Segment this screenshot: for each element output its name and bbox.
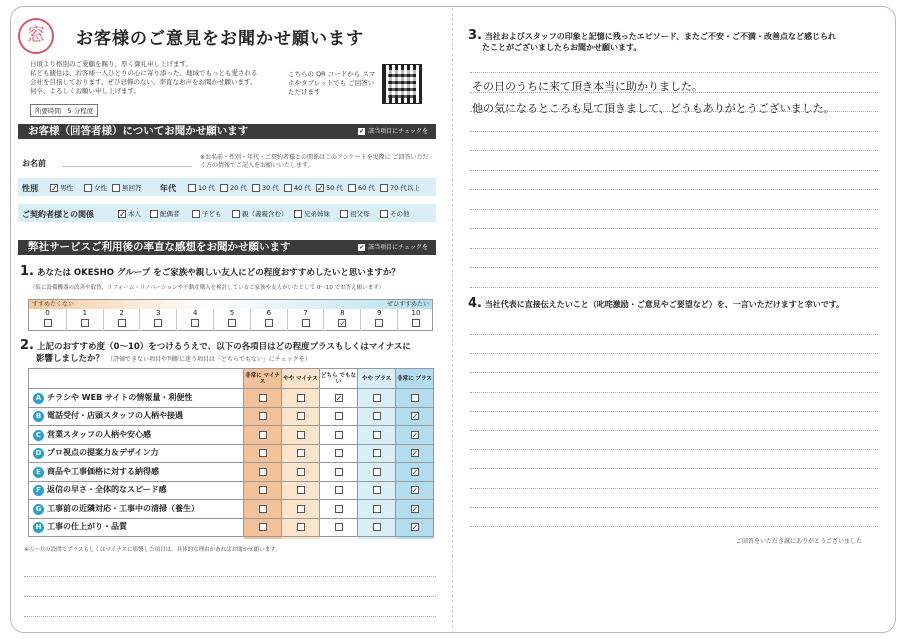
option-label: 女性 xyxy=(94,184,107,192)
age-label: 年代 xyxy=(160,184,176,193)
blank-header xyxy=(29,369,244,389)
section-title: お客様（回答者様）についてお聞かせ願います xyxy=(28,125,249,137)
customer-section-header xyxy=(18,124,436,139)
footnote: ※Ⓐ〜Ⓗの設問でプラスもしくはマイナスに影響した項目は、具体的な理由があればお聞かせ願います。 xyxy=(24,547,281,553)
answer-line[interactable] xyxy=(470,334,878,335)
rating-item xyxy=(29,500,244,519)
item-label: 電話受付・店頭スタッフの人柄や接遇 xyxy=(47,411,183,421)
option-label: その他 xyxy=(390,210,410,218)
scale-number: 5 xyxy=(229,309,235,317)
checkbox[interactable]: ✓ xyxy=(411,449,419,459)
answer-line[interactable] xyxy=(470,72,878,73)
answer-line[interactable] xyxy=(470,209,878,210)
checkbox[interactable] xyxy=(259,431,267,439)
checkbox[interactable] xyxy=(373,468,381,476)
rating-cell[interactable] xyxy=(320,426,358,445)
name-label: お名前 xyxy=(22,159,46,168)
service-section-header xyxy=(18,240,436,255)
question-text: 上記のおすすめ度（0〜10）をつけるうえで、以下の各項目はどの程度プラスもしくはマイナスに xyxy=(36,342,411,352)
checkbox[interactable]: ✓ xyxy=(51,183,58,193)
checkbox[interactable] xyxy=(44,319,52,327)
scale-number: 1 xyxy=(82,309,88,317)
checkbox[interactable]: ✓ xyxy=(339,319,347,328)
answer-line[interactable] xyxy=(24,596,436,597)
rating-cell[interactable] xyxy=(320,389,358,408)
age-option[interactable] xyxy=(316,183,343,192)
question-number: 3. xyxy=(468,28,482,43)
rating-cell[interactable] xyxy=(282,426,320,445)
checkbox[interactable] xyxy=(232,210,240,218)
rating-item xyxy=(29,518,244,537)
checkbox[interactable] xyxy=(259,449,267,457)
answer-line[interactable] xyxy=(470,248,878,249)
relation-option[interactable] xyxy=(118,209,141,218)
scale-number: 4 xyxy=(192,309,198,317)
recommend-scale xyxy=(28,299,433,331)
checkbox[interactable] xyxy=(373,505,381,513)
relation-option[interactable] xyxy=(232,209,288,218)
checkbox[interactable] xyxy=(373,431,381,439)
checkbox[interactable] xyxy=(335,486,343,494)
item-label: 商品や工事価格に対する納得感 xyxy=(47,466,159,476)
item-label: 工事前の近隣対応・工事中の清掃（養生） xyxy=(47,503,199,513)
answer-line[interactable] xyxy=(470,150,878,151)
option-label: 40 代 xyxy=(294,184,311,192)
qr-code-icon[interactable] xyxy=(382,64,422,104)
column-divider xyxy=(452,8,453,628)
option-label: 本人 xyxy=(128,210,141,218)
checkbox[interactable] xyxy=(373,394,381,402)
rating-cell[interactable] xyxy=(244,500,282,519)
item-label: 返信の早さ・全体的なスピード感 xyxy=(47,485,167,495)
checkbox[interactable] xyxy=(375,319,383,327)
answer-line[interactable] xyxy=(470,488,878,489)
section-title: 弊社サービスご利用後の率直な感想をお聞かせ願います xyxy=(28,241,291,253)
scale-high-label: ぜひすすめたい xyxy=(386,301,429,308)
page-title: お客様のご意見をお聞かせ願います xyxy=(76,29,364,49)
option-label: 子ども xyxy=(202,210,222,218)
rating-cell[interactable] xyxy=(396,407,434,426)
rating-cell[interactable] xyxy=(358,518,396,537)
checkbox[interactable] xyxy=(335,468,343,476)
answer-line[interactable] xyxy=(470,468,878,469)
option-label: 兄弟姉妹 xyxy=(304,210,330,218)
checkbox[interactable] xyxy=(294,210,302,218)
item-label: 工事の仕上がり・品質 xyxy=(47,522,127,532)
checkbox[interactable] xyxy=(335,523,343,531)
item-letter-icon: A xyxy=(33,393,44,404)
checkbox[interactable] xyxy=(297,523,305,531)
intro-line: 何卒、よろしくお願い申し上げます。 xyxy=(30,87,140,95)
age-option[interactable] xyxy=(220,183,247,192)
checkbox[interactable] xyxy=(373,412,381,420)
answer-line[interactable] xyxy=(24,616,436,617)
scale-number: 6 xyxy=(266,309,272,317)
scale-option[interactable] xyxy=(360,309,397,331)
column-header: どちら でもない xyxy=(320,369,358,389)
relation-option[interactable] xyxy=(192,209,222,218)
question-number: 4. xyxy=(468,296,482,311)
checkbox[interactable]: ✓ xyxy=(411,412,419,422)
age-option[interactable] xyxy=(188,183,215,192)
checkbox[interactable] xyxy=(302,319,310,327)
rating-cell[interactable] xyxy=(358,463,396,482)
rating-cell[interactable] xyxy=(320,444,358,463)
rating-cell[interactable] xyxy=(320,481,358,500)
answer-line[interactable] xyxy=(470,267,878,268)
answer-line[interactable] xyxy=(470,507,878,508)
question-1 xyxy=(20,266,440,279)
rating-cell[interactable] xyxy=(282,444,320,463)
checkbox[interactable] xyxy=(191,319,199,327)
checkbox[interactable] xyxy=(380,210,388,218)
relation-option[interactable] xyxy=(380,209,410,218)
option-label: 20 代 xyxy=(230,184,247,192)
checkbox[interactable] xyxy=(335,449,343,457)
item-label: 営業スタッフの人柄や安心感 xyxy=(47,429,151,439)
question-3-line2: たことがございましたらお聞かせ願います。 xyxy=(482,43,642,52)
thanks-note: ご回答をいただき誠にありがとうございました xyxy=(736,538,863,545)
scale-option[interactable] xyxy=(66,309,103,331)
answer-line[interactable] xyxy=(470,526,878,527)
rating-item xyxy=(29,389,244,408)
checkbox[interactable]: ✓ xyxy=(317,183,324,193)
answer-line[interactable] xyxy=(470,392,878,393)
answer-line[interactable] xyxy=(470,430,878,431)
intro-text xyxy=(30,60,295,96)
checkbox[interactable] xyxy=(220,184,228,192)
answer-line[interactable] xyxy=(470,449,878,450)
rating-cell[interactable] xyxy=(358,426,396,445)
answer-line[interactable] xyxy=(470,131,878,132)
scale-header xyxy=(29,300,432,309)
privacy-note: ※お名前・性別・年代・ご契約者様との関係はこのアンケートを実際に ご回答いただく方の情報でご記入をお願いいたします。 xyxy=(200,154,429,169)
rating-cell[interactable] xyxy=(244,481,282,500)
column-header: やや マイナス xyxy=(282,369,320,389)
rating-cell[interactable] xyxy=(396,389,434,408)
check-note: ✔ 該当項目にチェックを xyxy=(358,124,428,139)
scale-number: 3 xyxy=(156,309,161,317)
checkbox[interactable] xyxy=(259,394,267,402)
rating-cell[interactable] xyxy=(282,518,320,537)
rating-cell[interactable] xyxy=(244,407,282,426)
question-2 xyxy=(20,340,440,353)
answer-line[interactable] xyxy=(470,92,878,93)
item-letter-icon: D xyxy=(33,448,44,459)
item-letter-icon: H xyxy=(33,522,44,533)
rating-cell[interactable] xyxy=(244,426,282,445)
checkbox[interactable]: ✓ xyxy=(335,393,343,403)
rating-item xyxy=(29,481,244,500)
checkbox[interactable] xyxy=(259,468,267,476)
answer-line[interactable] xyxy=(470,372,878,373)
option-label: 男性 xyxy=(60,184,73,192)
checkbox[interactable] xyxy=(297,505,305,513)
column-header: やや プラス xyxy=(358,369,396,389)
answer-line[interactable] xyxy=(470,353,878,354)
question-text: 影響しましたか？ xyxy=(36,354,105,364)
column-header: 非常に プラス xyxy=(396,369,434,389)
rating-item xyxy=(29,407,244,426)
checkbox[interactable] xyxy=(297,431,305,439)
answer-line[interactable] xyxy=(470,411,878,412)
checkbox[interactable] xyxy=(259,486,267,494)
checkbox[interactable] xyxy=(81,319,89,327)
scale-number: 2 xyxy=(119,309,124,317)
checkbox[interactable]: ✓ xyxy=(411,486,419,496)
checkbox[interactable] xyxy=(297,468,305,476)
option-label: 10 代 xyxy=(198,184,215,192)
rating-cell[interactable] xyxy=(396,481,434,500)
gender-option-male[interactable] xyxy=(50,183,73,192)
question-1-sub: （仮に設備機器の改善や取替、リフォーム・リノベーションや不動産購入を検討しているご家族や友人がいたとして 0〜10 でお答え願います） xyxy=(30,285,385,291)
checkbox[interactable]: ✓ xyxy=(411,504,419,514)
checkbox[interactable] xyxy=(348,184,356,192)
checkbox[interactable] xyxy=(118,319,126,327)
checkbox[interactable] xyxy=(252,184,260,192)
rating-cell[interactable] xyxy=(358,444,396,463)
question-number: 2. xyxy=(20,338,34,353)
question-text: 当社代表に直接伝えたいこと（叱咤激励・ご意見やご要望など）を、一言いただけますと幸いです。 xyxy=(484,300,845,309)
answer-line[interactable] xyxy=(24,576,436,577)
scale-option[interactable] xyxy=(176,309,213,331)
checkbox[interactable] xyxy=(188,184,196,192)
checkbox[interactable]: ✓ xyxy=(411,523,419,533)
scale-option[interactable] xyxy=(323,309,360,331)
intro-line: 日頃より格別のご愛顧を賜り、厚く御礼申し上げます。 xyxy=(30,60,192,68)
checkbox[interactable] xyxy=(259,523,267,531)
checkbox[interactable] xyxy=(154,319,162,327)
answer-line[interactable] xyxy=(470,228,878,229)
gender-option-none[interactable] xyxy=(112,183,142,192)
item-label: プロ視点の提案力＆デザイン力 xyxy=(47,448,159,458)
option-label: 50 代 xyxy=(326,184,343,192)
scale-low-label: すすめたくない xyxy=(32,301,75,308)
checkbox[interactable] xyxy=(192,210,200,218)
checkbox[interactable]: ✓ xyxy=(411,430,419,440)
scale-number: 8 xyxy=(340,309,345,317)
answer-line[interactable] xyxy=(470,111,878,112)
checkbox[interactable] xyxy=(112,184,120,192)
answer-handwriting: その日のうちに来て頂き本当に助かりました。 xyxy=(472,80,703,93)
company-logo: 窓 xyxy=(18,18,54,54)
rating-cell[interactable] xyxy=(244,518,282,537)
checkbox[interactable] xyxy=(335,412,343,420)
checkbox[interactable] xyxy=(259,412,267,420)
scale-option[interactable] xyxy=(250,309,287,331)
rating-cell[interactable] xyxy=(282,389,320,408)
question-text: 当社およびスタッフの印象と記憶に残ったエピソード、またご不安・ご不満・改善点など感じられ xyxy=(484,32,837,41)
scale-number: 10 xyxy=(411,309,421,317)
checkbox[interactable] xyxy=(297,394,305,402)
relation-option[interactable] xyxy=(340,209,370,218)
rating-cell[interactable] xyxy=(282,500,320,519)
checkbox[interactable] xyxy=(259,505,267,513)
option-label: 30 代 xyxy=(262,184,279,192)
scale-number: 9 xyxy=(376,309,382,317)
scale-option[interactable] xyxy=(213,309,250,331)
item-letter-icon: C xyxy=(33,430,44,441)
rating-table xyxy=(28,368,434,537)
item-letter-icon: B xyxy=(33,411,44,422)
question-text: あなたは OKESHO グループ をご家族や親しい友人にどの程度おすすめしたいと思いますか？ xyxy=(36,268,400,278)
name-field[interactable] xyxy=(62,166,192,167)
rating-cell[interactable] xyxy=(396,426,434,445)
relation-option[interactable] xyxy=(150,209,180,218)
checkbox[interactable]: ✓ xyxy=(411,467,419,477)
rating-cell[interactable] xyxy=(396,463,434,482)
scale-option[interactable] xyxy=(29,309,66,331)
item-label: チラシや WEB サイトの情報量・利便性 xyxy=(47,392,193,402)
gender-label: 性別 xyxy=(22,184,38,193)
rating-cell[interactable] xyxy=(396,518,434,537)
option-label: 60 代 xyxy=(358,184,375,192)
answer-line[interactable] xyxy=(470,189,878,190)
rating-cell[interactable] xyxy=(358,407,396,426)
checkbox[interactable] xyxy=(335,431,343,439)
item-letter-icon: G xyxy=(33,504,44,515)
rating-cell[interactable] xyxy=(320,500,358,519)
checkbox[interactable] xyxy=(228,319,236,327)
age-option[interactable] xyxy=(380,183,420,192)
answer-line[interactable] xyxy=(470,287,878,288)
checkbox[interactable] xyxy=(84,184,92,192)
intro-line: 会社を目指しております。ぜひ忌憚のない、率直なお声をお聞かせ願います。 xyxy=(30,78,257,86)
rating-cell[interactable] xyxy=(396,444,434,463)
rating-cell[interactable] xyxy=(396,500,434,519)
rating-cell[interactable] xyxy=(358,389,396,408)
relation-option[interactable] xyxy=(294,209,330,218)
rating-cell[interactable] xyxy=(282,407,320,426)
checkbox[interactable]: ✓ xyxy=(119,209,126,219)
column-header: 非常に マイナス xyxy=(244,369,282,389)
option-label: 無回答 xyxy=(122,184,142,192)
rating-cell[interactable] xyxy=(244,389,282,408)
rating-cell[interactable] xyxy=(320,407,358,426)
answer-handwriting: 他の気になるところも見て頂きまして、どうもありがとうございました。 xyxy=(472,102,835,115)
check-note: ✔ 該当項目にチェックを xyxy=(358,240,428,255)
item-letter-icon: F xyxy=(33,485,44,496)
rating-cell[interactable] xyxy=(282,481,320,500)
rating-cell[interactable] xyxy=(244,463,282,482)
checkbox[interactable] xyxy=(150,210,158,218)
checkbox[interactable] xyxy=(335,505,343,513)
checkbox[interactable] xyxy=(340,210,348,218)
scale-number: 0 xyxy=(45,309,50,317)
gender-option-female[interactable] xyxy=(84,183,107,192)
checkbox[interactable] xyxy=(297,412,305,420)
question-4 xyxy=(468,298,888,311)
qr-instruction: こちらの QR コードから スマホやタブレットでも ご回答いただけます xyxy=(288,70,376,96)
rating-cell[interactable] xyxy=(358,500,396,519)
age-option[interactable] xyxy=(252,183,279,192)
answer-line[interactable] xyxy=(470,170,878,171)
rating-item xyxy=(29,426,244,445)
option-label: 祖父母 xyxy=(350,210,370,218)
checkbox[interactable] xyxy=(411,394,419,402)
scale-option[interactable] xyxy=(103,309,140,331)
age-option[interactable] xyxy=(348,183,375,192)
rating-cell[interactable] xyxy=(320,518,358,537)
scale-option[interactable] xyxy=(397,309,434,331)
question-2-line2 xyxy=(36,353,446,365)
intro-line: 私ども観住は、お客様一人ひとりの心に寄り添った、地域でもっとも愛される xyxy=(30,69,258,77)
checkbox[interactable] xyxy=(284,184,292,192)
rating-cell[interactable] xyxy=(358,481,396,500)
checkbox[interactable] xyxy=(265,319,273,327)
rating-item xyxy=(29,444,244,463)
time-estimate: 所要時間 5 分程度 xyxy=(30,104,98,117)
item-letter-icon: E xyxy=(33,467,44,478)
age-option[interactable] xyxy=(284,183,311,192)
rating-item xyxy=(29,463,244,482)
option-label: 配偶者 xyxy=(160,210,180,218)
checkbox[interactable] xyxy=(373,523,381,531)
option-label: 親（義親含む） xyxy=(242,210,288,218)
option-label: 70 代以上 xyxy=(390,184,420,192)
checkbox[interactable] xyxy=(412,319,420,327)
rating-cell[interactable] xyxy=(282,463,320,482)
checkbox[interactable] xyxy=(373,486,381,494)
rating-cell[interactable] xyxy=(320,463,358,482)
checkbox[interactable] xyxy=(297,486,305,494)
relation-label: ご契約者様との関係 xyxy=(22,210,94,219)
scale-option[interactable] xyxy=(139,309,176,331)
question-2-sub: （評価できない項目や判断に迷う項目は「どちらでもない」にチェックを） xyxy=(106,356,311,363)
scale-option[interactable] xyxy=(287,309,324,331)
scale-number: 7 xyxy=(303,309,308,317)
checkbox[interactable] xyxy=(380,184,388,192)
checkbox[interactable] xyxy=(297,449,305,457)
question-number: 1. xyxy=(20,264,34,279)
rating-cell[interactable] xyxy=(244,444,282,463)
checkbox[interactable] xyxy=(373,449,381,457)
